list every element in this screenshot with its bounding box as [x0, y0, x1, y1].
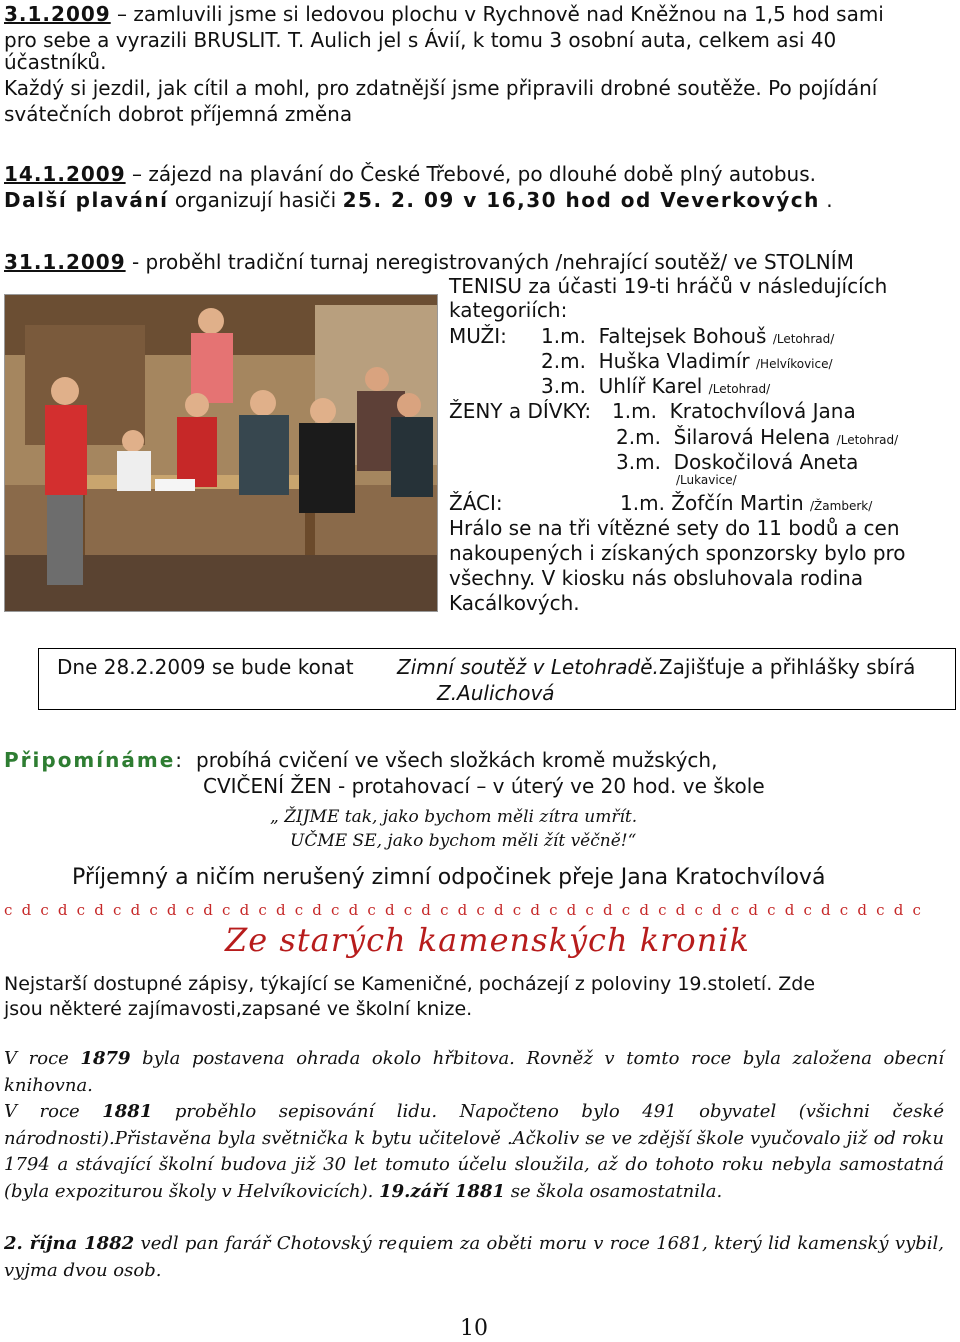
p3-line-3: kategoriích: — [449, 298, 568, 322]
p1-line-4: Každý si jezdil, jak cítil a mohl, pro zdatnější jsme připravili drobné soutěže. Po pojídání — [4, 76, 878, 100]
women-label: ŽENY a DÍVKY: — [449, 399, 592, 423]
p1-line-1: 3.1.2009 – zamluvili jsme si ledovou plochu v Rychnově nad Kněžnou na 1,5 hod sami — [4, 2, 884, 26]
notice-name: Z.Aulichová — [437, 681, 555, 705]
p2-date: 14.1.2009 — [4, 162, 126, 186]
p3-end-1: Hrálo se na tři vítězné sety do 11 bodů a cen — [449, 516, 900, 540]
women-result-3-town: /Lukavice/ — [676, 473, 737, 487]
greeting: Příjemný a ničím nerušený zimní odpočinek přeje Jana Kratochvílová — [72, 865, 826, 890]
p3-line-2: TENISU za účasti 19-ti hráčů v následujících — [449, 274, 888, 298]
p3-date: 31.1.2009 — [4, 250, 126, 274]
women-result-3: 3.m. Doskočilová Aneta — [616, 450, 859, 474]
p1-line-3: účastníků. — [4, 50, 107, 74]
p3-end-4: Kacálkových. — [449, 591, 580, 615]
table-tennis-photo — [4, 294, 438, 612]
pupils-result-1: 1.m. Žofčín Martin /Žamberk/ — [620, 491, 873, 515]
history-entry-1882: 2. října 1882 vedl pan farář Chotovský requiem za oběti moru v roce 1681, který lid kamenský vybil, vyjma dvou osob. — [4, 1233, 944, 1281]
cd-divider: c d c d c d c d c d c d c d c d c d c d c d c d c d c d c d c d c d c d c d c d c d c d c d c d c d c — [4, 901, 924, 919]
p2-line-2: Další plavání organizují hasiči 25. 2. 09 v 16,30 hod od Veverkových . — [4, 188, 833, 212]
p3-line-1: 31.1.2009 - proběhl tradiční turnaj neregistrovaných /nehrající soutěž/ ve STOLNÍM — [4, 250, 854, 274]
history-intro-1: Nejstarší dostupné zápisy, týkající se Kameničné, pocházejí z poloviny 19.století. Zde — [4, 973, 816, 995]
p3-end-2: nakoupených i získaných sponzorsky bylo pro — [449, 541, 906, 565]
men-result-3: 3.m. Uhlíř Karel /Letohrad/ — [541, 374, 771, 398]
reminder-line-1: Připomínáme: probíhá cvičení ve všech složkách kromě mužských, — [4, 748, 718, 772]
men-label: MUŽI: — [449, 324, 507, 348]
photo-illustration — [5, 295, 437, 611]
history-title: Ze starých kamenských kronik — [225, 921, 750, 959]
history-entry-1881: V roce 1881 proběhlo sepisování lidu. Napočteno bylo 491 obyvatel (všichni české národnosti).Přistavěna byla světnička k bytu učitelově .Ačkoliv se ve zdější škole vyučovalo již od roku 1794 a stávající školní budova již 30 let tomuto účelu sloužila, až do tohoto roku nebyla samostatná (byla expoziturou školy v Helvíkovicích). 19.září 1881 se škola osamostatnila. — [4, 1101, 944, 1202]
notice-event-line: Zimní soutěž v Letohradě.Zajišťuje a přihlášky sbírá — [397, 655, 916, 679]
women-result-1: 1.m. Kratochvílová Jana — [612, 399, 856, 423]
reminder-line-2: CVIČENÍ ŽEN - protahovací – v úterý ve 20 hod. ve škole — [203, 774, 765, 798]
reminder-label: Připomínáme — [4, 748, 176, 772]
history-intro-2: jsou některé zajímavosti,zapsané ve školní knize. — [4, 998, 473, 1020]
men-result-1: 1.m. Faltejsek Bohouš /Letohrad/ — [541, 324, 835, 348]
quote-line-1: „ ŽIJME tak, jako bychom měli zítra umřít. — [270, 807, 638, 827]
history-entry-1879: V roce 1879 byla postavena ohrada okolo hřbitova. Rovněž v tomto roce byla založena obecní knihovna. — [4, 1048, 944, 1096]
p2-line-1: 14.1.2009 – zájezd na plavání do České Třebové, po dlouhé době plný autobus. — [4, 162, 816, 186]
p1-date: 3.1.2009 — [4, 2, 111, 26]
quote-line-2: UČME SE, jako bychom měli žít věčně!“ — [290, 831, 637, 851]
page-number: 10 — [460, 1316, 488, 1341]
p1-line-5: svátečních dobrot příjemná změna — [4, 102, 353, 126]
p1-line-2: pro sebe a vyrazili BRUSLIT. T. Aulich jel s Ávií, k tomu 3 osobní auta, celkem asi 40 — [4, 28, 837, 52]
pupils-label: ŽÁCI: — [449, 491, 503, 515]
notice-lead: Dne 28.2.2009 se bude konat — [57, 655, 354, 679]
women-result-2: 2.m. Šilarová Helena /Letohrad/ — [616, 425, 899, 449]
p3-end-3: všechny. V kiosku nás obsluhovala rodina — [449, 566, 864, 590]
men-result-2: 2.m. Huška Vladimír /Helvíkovice/ — [541, 349, 833, 373]
event-notice-box — [38, 648, 956, 710]
